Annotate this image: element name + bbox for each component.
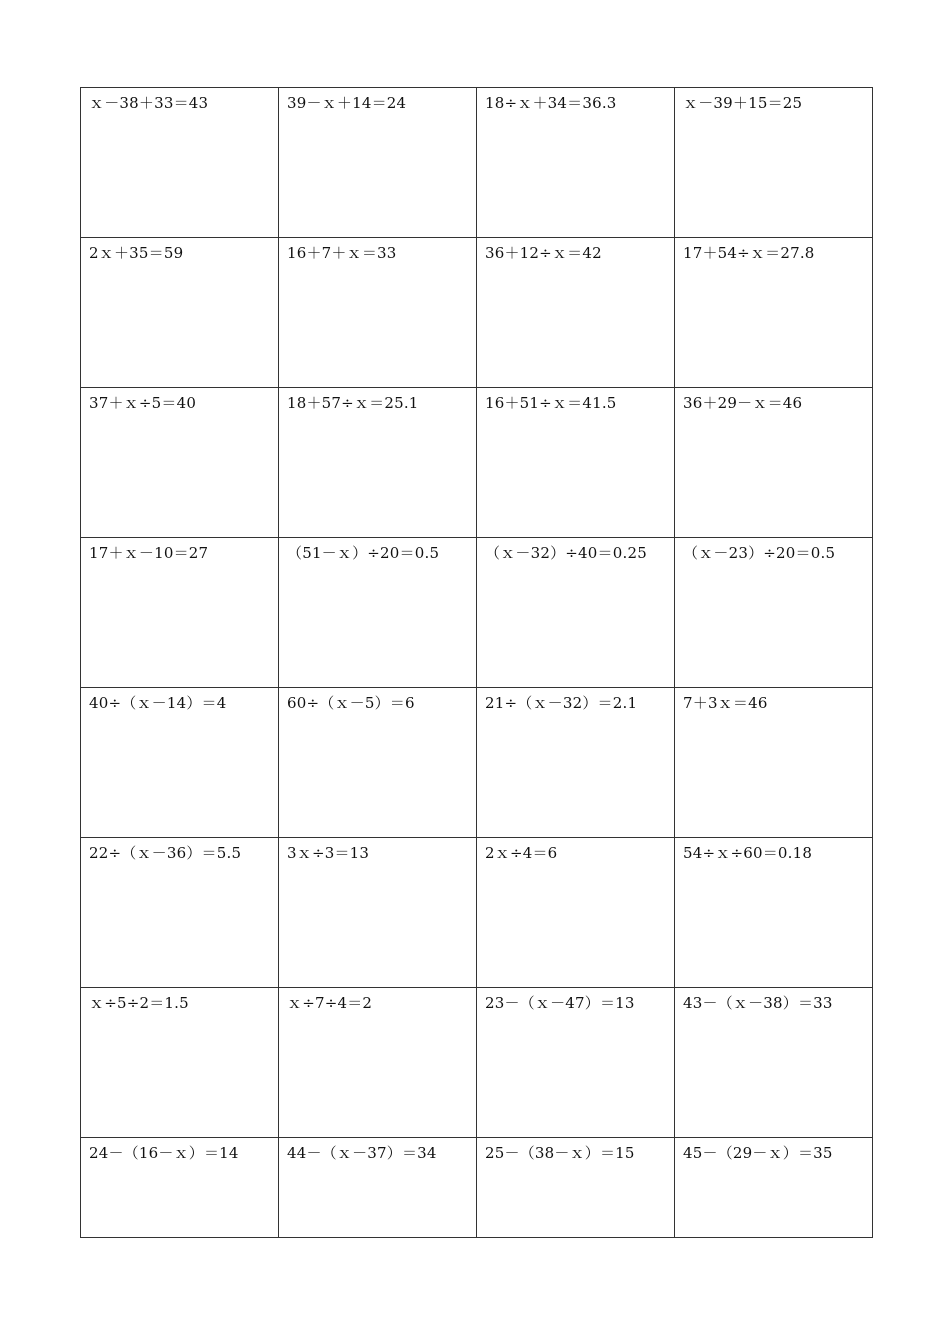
equation-text: 24－（16－ｘ）＝14 [89, 1144, 239, 1162]
equation-text: （ｘ－32）÷40＝0.25 [485, 544, 647, 562]
grid-row [81, 238, 873, 388]
equation-cell [81, 388, 279, 538]
equation-cell [675, 388, 873, 538]
equation-cell [477, 1138, 675, 1238]
equation-text: 40÷（ｘ－14）＝4 [89, 694, 227, 712]
equation-cell [477, 838, 675, 988]
equation-text: 25－（38－ｘ）＝15 [485, 1144, 635, 1162]
equation-grid [80, 87, 873, 1238]
equation-text: 23－（ｘ－47）＝13 [485, 994, 635, 1012]
equation-text: 36＋12÷ｘ＝42 [485, 244, 602, 262]
equation-cell [477, 88, 675, 238]
equation-cell [279, 688, 477, 838]
equation-text: ｘ÷7÷4＝2 [287, 994, 373, 1012]
equation-text: ｘ－39＋15＝25 [683, 94, 803, 112]
equation-cell [675, 88, 873, 238]
equation-text: 17＋ｘ－10＝27 [89, 544, 209, 562]
equation-cell [279, 1138, 477, 1238]
grid-row [81, 88, 873, 238]
equation-text: 60÷（ｘ－5）＝6 [287, 694, 415, 712]
equation-text: 17＋54÷ｘ＝27.8 [683, 244, 815, 262]
equation-text: 18÷ｘ＋34＝36.3 [485, 94, 617, 112]
equation-cell [675, 988, 873, 1138]
equation-text: 2ｘ＋35＝59 [89, 244, 184, 262]
equation-text: （51－ｘ）÷20＝0.5 [287, 544, 440, 562]
equation-cell [81, 988, 279, 1138]
equation-cell [675, 1138, 873, 1238]
equation-cell [675, 838, 873, 988]
equation-text: ｘ－38＋33＝43 [89, 94, 209, 112]
equation-cell [675, 688, 873, 838]
equation-cell [279, 238, 477, 388]
equation-text: 18＋57÷ｘ＝25.1 [287, 394, 419, 412]
equation-text: 3ｘ÷3＝13 [287, 844, 370, 862]
equation-cell [477, 388, 675, 538]
equation-text: 7＋3ｘ＝46 [683, 694, 768, 712]
equation-text: 16＋51÷ｘ＝41.5 [485, 394, 617, 412]
equation-cell [81, 238, 279, 388]
grid-row [81, 838, 873, 988]
equation-cell [279, 988, 477, 1138]
equation-cell [279, 388, 477, 538]
equation-text: 37＋ｘ÷5＝40 [89, 394, 197, 412]
equation-cell [279, 88, 477, 238]
equation-cell [81, 688, 279, 838]
equation-cell [477, 238, 675, 388]
equation-text: ｘ÷5÷2＝1.5 [89, 994, 189, 1012]
equation-text: （ｘ－23）÷20＝0.5 [683, 544, 836, 562]
equation-cell [81, 1138, 279, 1238]
equation-text: 39－ｘ＋14＝24 [287, 94, 407, 112]
equation-cell [477, 988, 675, 1138]
equation-text: 22÷（ｘ－36）＝5.5 [89, 844, 242, 862]
grid-row [81, 388, 873, 538]
grid-row [81, 688, 873, 838]
equation-text: 21÷（ｘ－32）＝2.1 [485, 694, 638, 712]
equation-cell [477, 688, 675, 838]
equation-cell [81, 538, 279, 688]
grid-row [81, 1138, 873, 1238]
equation-cell [477, 538, 675, 688]
equation-text: 45－（29－ｘ）＝35 [683, 1144, 833, 1162]
equation-text: 36＋29－ｘ＝46 [683, 394, 803, 412]
equation-cell [675, 238, 873, 388]
grid-row [81, 538, 873, 688]
equation-cell [675, 538, 873, 688]
equation-cell [81, 838, 279, 988]
equation-text: 43－（ｘ－38）＝33 [683, 994, 833, 1012]
grid-row [81, 988, 873, 1138]
equation-text: 44－（ｘ－37）＝34 [287, 1144, 437, 1162]
equation-text: 54÷ｘ÷60＝0.18 [683, 844, 813, 862]
equation-cell [279, 538, 477, 688]
equation-text: 2ｘ÷4＝6 [485, 844, 558, 862]
equation-cell [81, 88, 279, 238]
equation-cell [279, 838, 477, 988]
equation-text: 16＋7＋ｘ＝33 [287, 244, 397, 262]
equation-worksheet [80, 87, 871, 1239]
